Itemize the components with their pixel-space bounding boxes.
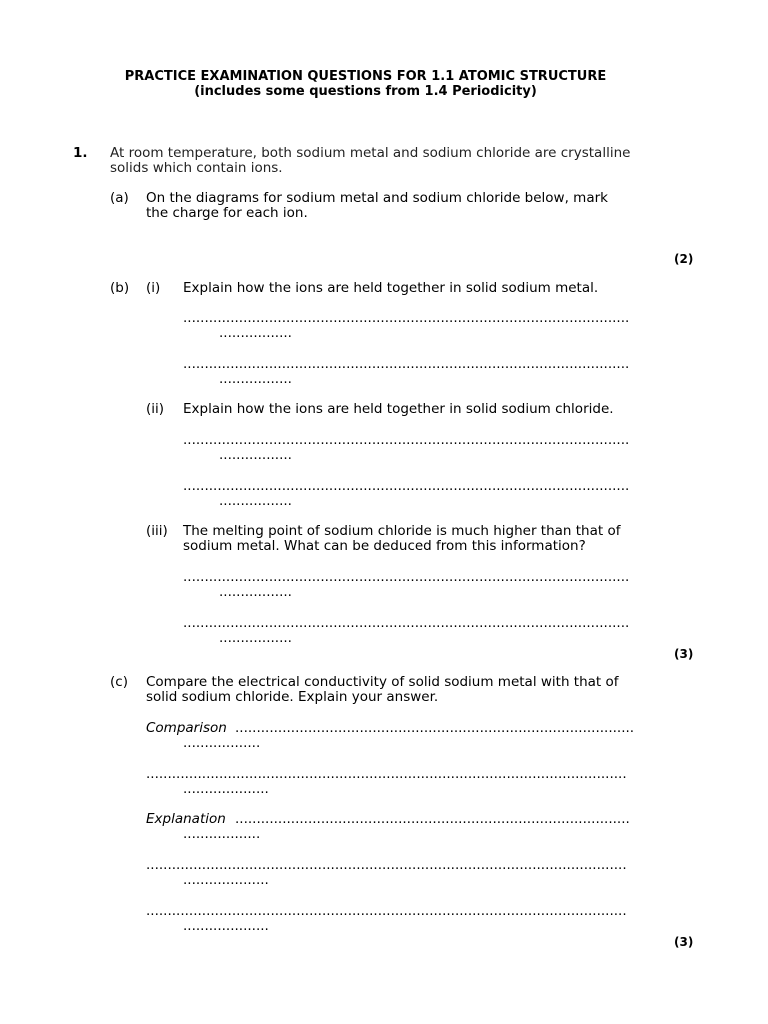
question-intro-line1: At room temperature, both sodium metal and sodium chloride are crystalline	[110, 145, 631, 161]
answer-line[interactable]: ........................................................................................................	[183, 357, 630, 372]
comparison-label: Comparison	[146, 720, 227, 736]
part-c-marks: (3)	[674, 935, 694, 949]
part-a-label: (a)	[110, 190, 129, 206]
part-c-text-line2: solid sodium chloride. Explain your answer.	[146, 689, 439, 705]
answer-line[interactable]: ........................................................................................................	[183, 479, 630, 494]
part-b-iii-text-line2: sodium metal. What can be deduced from this information?	[183, 538, 586, 554]
answer-line[interactable]: ........................................................................................................	[183, 570, 630, 585]
question-number: 1.	[73, 145, 88, 161]
answer-line-continuation[interactable]: .................	[219, 326, 292, 341]
answer-line[interactable]: ................................................................................................................	[146, 858, 627, 873]
answer-line-continuation[interactable]: ....................	[183, 782, 269, 797]
part-b-i-text: Explain how the ions are held together in solid sodium metal.	[183, 280, 599, 296]
part-c-text-line1: Compare the electrical conductivity of solid sodium metal with that of	[146, 674, 619, 690]
page-title: PRACTICE EXAMINATION QUESTIONS FOR 1.1 ATOMIC STRUCTURE	[124, 69, 607, 84]
answer-line-continuation[interactable]: .................	[219, 585, 292, 600]
part-a-marks: (2)	[674, 252, 694, 266]
page-subtitle: (includes some questions from 1.4 Periodicity)	[194, 84, 537, 99]
part-a-text-line2: the charge for each ion.	[146, 205, 308, 221]
answer-line-continuation[interactable]: .................	[219, 631, 292, 646]
answer-line-continuation[interactable]: ....................	[183, 919, 269, 934]
part-b-ii-label: (ii)	[146, 401, 165, 417]
part-a-text-line1: On the diagrams for sodium metal and sodium chloride below, mark	[146, 190, 608, 206]
answer-line-continuation[interactable]: .................	[219, 448, 292, 463]
answer-line-continuation[interactable]: ..................	[183, 736, 261, 751]
part-c-label: (c)	[110, 674, 128, 690]
part-b-label: (b)	[110, 280, 130, 296]
part-b-iii-text-line1: The melting point of sodium chloride is much higher than that of	[183, 523, 621, 539]
answer-line[interactable]: ........................................................................................................	[183, 616, 630, 631]
explanation-label: Explanation	[146, 811, 226, 827]
answer-line[interactable]: ............................................................................................	[235, 812, 630, 827]
answer-line[interactable]: ........................................................................................................	[183, 311, 630, 326]
answer-line-continuation[interactable]: ....................	[183, 873, 269, 888]
answer-line-continuation[interactable]: ..................	[183, 827, 261, 842]
answer-line[interactable]: ........................................................................................................	[183, 433, 630, 448]
part-b-marks: (3)	[674, 647, 694, 661]
answer-line[interactable]: .............................................................................................	[235, 721, 635, 736]
answer-line[interactable]: ................................................................................................................	[146, 904, 627, 919]
answer-line-continuation[interactable]: .................	[219, 494, 292, 509]
part-b-i-label: (i)	[146, 280, 161, 296]
part-b-ii-text: Explain how the ions are held together in solid sodium chloride.	[183, 401, 614, 417]
answer-line-continuation[interactable]: .................	[219, 372, 292, 387]
part-b-iii-label: (iii)	[146, 523, 168, 539]
question-intro-line2: solids which contain ions.	[110, 160, 283, 176]
answer-line[interactable]: ................................................................................................................	[146, 767, 627, 782]
